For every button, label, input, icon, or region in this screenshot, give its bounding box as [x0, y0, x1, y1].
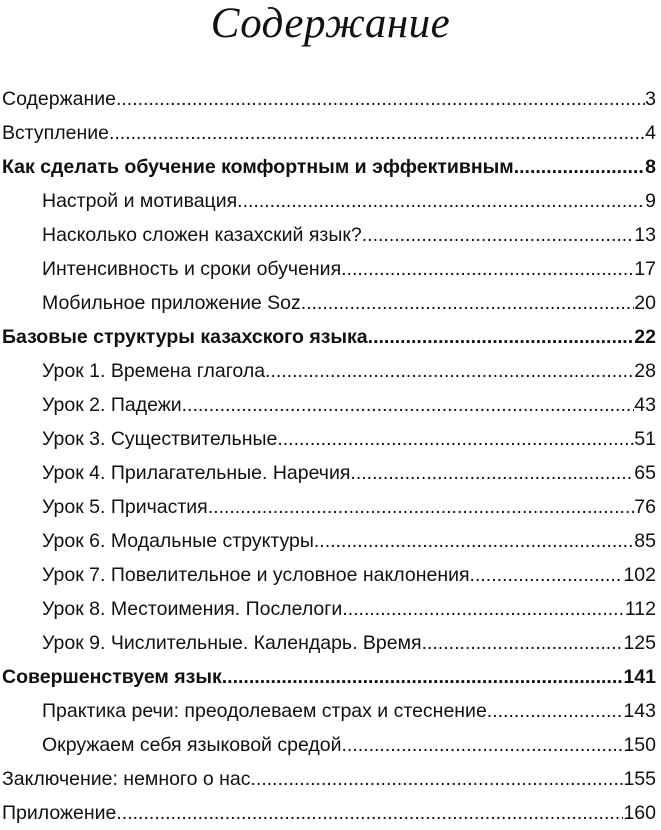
- toc-subsection-entry[interactable]: [0, 422, 661, 456]
- toc-subsection-entry[interactable]: [0, 456, 661, 490]
- toc-entry-title: Насколько сложен казахский язык?: [42, 224, 362, 246]
- toc-subsection-entry[interactable]: [0, 184, 661, 218]
- table-of-contents: [0, 82, 661, 830]
- toc-page-number: 20: [634, 292, 656, 314]
- dot-leader: [208, 490, 635, 524]
- toc-subsection-entry[interactable]: [0, 558, 661, 592]
- toc-entry-title: Настрой и мотивация: [42, 190, 238, 212]
- dot-leader: [514, 150, 645, 184]
- toc-section-entry[interactable]: [0, 82, 661, 116]
- toc-page-number: 13: [634, 224, 656, 246]
- dot-leader: [116, 82, 645, 116]
- toc-entry-title: Базовые структуры казахского языка: [2, 326, 368, 348]
- dot-leader: [350, 456, 634, 490]
- toc-entry-title: Вступление: [2, 122, 109, 144]
- toc-entry-title: Содержание: [2, 88, 116, 110]
- dot-leader: [251, 762, 624, 796]
- toc-entry-title: Урок 6. Модальные структуры: [42, 530, 314, 552]
- toc-page-number: 112: [624, 598, 656, 620]
- toc-page-number: 43: [634, 394, 656, 416]
- toc-page-number: 125: [623, 632, 656, 654]
- dot-leader: [265, 354, 634, 388]
- toc-subsection-entry[interactable]: [0, 592, 661, 626]
- dot-leader: [422, 626, 624, 660]
- toc-entry-title: Урок 9. Числительные. Календарь. Время: [42, 632, 422, 654]
- toc-page-number: 143: [623, 700, 656, 722]
- toc-subsection-entry[interactable]: [0, 286, 661, 320]
- toc-page-number: 4: [645, 122, 656, 144]
- toc-entry-title: Урок 8. Местоимения. Послелоги: [42, 598, 343, 620]
- dot-leader: [470, 558, 624, 592]
- toc-subsection-entry[interactable]: [0, 524, 661, 558]
- toc-section-entry[interactable]: [0, 660, 661, 694]
- toc-entry-title: Окружаем себя языковой средой: [42, 734, 342, 756]
- toc-subsection-entry[interactable]: [0, 354, 661, 388]
- toc-subsection-entry[interactable]: [0, 490, 661, 524]
- toc-page-number: 3: [645, 88, 656, 110]
- toc-entry-title: Урок 3. Существительные: [42, 428, 278, 450]
- toc-page-number: 102: [623, 564, 656, 586]
- page-title: Содержание: [210, 0, 451, 47]
- dot-leader: [314, 524, 634, 558]
- toc-section-entry[interactable]: [0, 320, 661, 354]
- dot-leader: [362, 218, 635, 252]
- toc-page-number: 17: [634, 258, 656, 280]
- toc-section-entry[interactable]: [0, 116, 661, 150]
- dot-leader: [487, 694, 624, 728]
- toc-page-number: 141: [623, 666, 656, 688]
- toc-entry-title: Приложение: [2, 802, 117, 824]
- toc-entry-title: Мобильное приложение Soz: [42, 292, 301, 314]
- toc-entry-title: Урок 7. Повелительное и условное наклонения: [42, 564, 470, 586]
- toc-entry-title: Урок 4. Прилагательные. Наречия: [42, 462, 351, 484]
- dot-leader: [368, 320, 635, 354]
- toc-section-entry[interactable]: [0, 762, 661, 796]
- dot-leader: [109, 116, 645, 150]
- toc-page-number: 8: [645, 156, 656, 178]
- toc-subsection-entry[interactable]: [0, 252, 661, 286]
- toc-entry-title: Совершенствуем язык: [2, 666, 222, 688]
- toc-page-number: 28: [634, 360, 656, 382]
- toc-entry-title: Урок 2. Падежи: [42, 394, 182, 416]
- dot-leader: [222, 660, 624, 694]
- toc-entry-title: Заключение: немного о нас: [2, 768, 251, 790]
- toc-page-number: 22: [634, 326, 656, 348]
- toc-entry-title: Урок 1. Времена глагола: [42, 360, 266, 382]
- toc-page-number: 160: [623, 802, 656, 824]
- toc-subsection-entry[interactable]: [0, 728, 661, 762]
- toc-subsection-entry[interactable]: [0, 388, 661, 422]
- toc-section-entry[interactable]: [0, 796, 661, 830]
- toc-page-number: 9: [645, 190, 656, 212]
- toc-page-number: 76: [634, 496, 656, 518]
- toc-subsection-entry[interactable]: [0, 694, 661, 728]
- toc-page-number: 155: [623, 768, 656, 790]
- dot-leader: [237, 184, 645, 218]
- toc-entry-title: Урок 5. Причастия: [42, 496, 208, 518]
- dot-leader: [182, 388, 635, 422]
- dot-leader: [116, 796, 623, 830]
- dot-leader: [342, 592, 625, 626]
- toc-entry-title: Практика речи: преодолеваем страх и стеснение: [42, 700, 487, 722]
- toc-page-number: 51: [634, 428, 656, 450]
- dot-leader: [341, 252, 634, 286]
- toc-page-number: 150: [623, 734, 656, 756]
- toc-entry-title: Как сделать обучение комфортным и эффективным: [2, 156, 514, 178]
- dot-leader: [301, 286, 635, 320]
- toc-subsection-entry[interactable]: [0, 626, 661, 660]
- dot-leader: [277, 422, 634, 456]
- toc-subsection-entry[interactable]: [0, 218, 661, 252]
- toc-entry-title: Интенсивность и сроки обучения: [42, 258, 342, 280]
- toc-page-number: 85: [634, 530, 656, 552]
- toc-section-entry[interactable]: [0, 150, 661, 184]
- dot-leader: [341, 728, 623, 762]
- toc-page-number: 65: [634, 462, 656, 484]
